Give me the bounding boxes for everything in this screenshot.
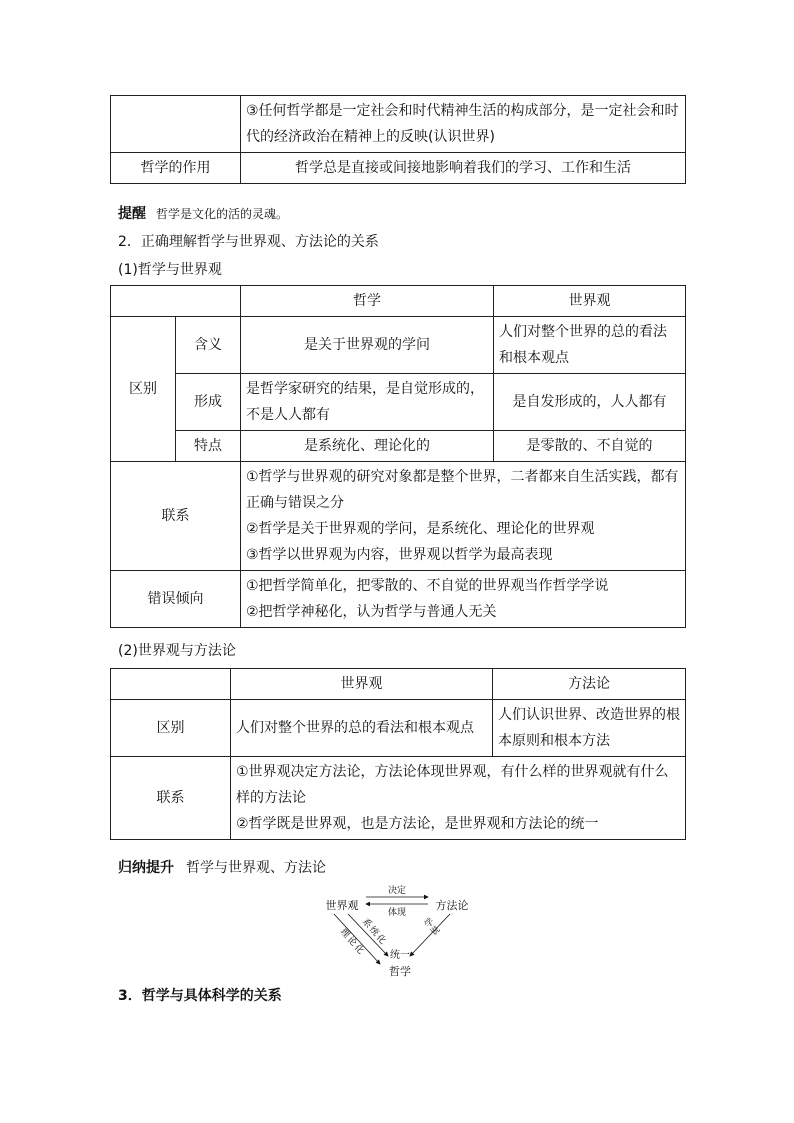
table-row — [111, 757, 686, 840]
edge-theorize-char: 论 — [344, 935, 359, 949]
row-label: 区别 — [111, 700, 231, 757]
table-row — [111, 462, 686, 571]
table-row — [111, 571, 686, 628]
tip-label: 提醒 — [118, 206, 146, 222]
table-cell — [111, 96, 241, 153]
column-header: 哲学 — [241, 286, 494, 317]
list-item: ①哲学与世界观的研究对象都是整个世界，二者都来自生活实践，都有正确与错误之分 — [246, 469, 679, 511]
table-cell: 人们对整个世界的总的看法和根本观点 — [231, 700, 493, 757]
row-sublabel: 形成 — [176, 374, 241, 431]
table-row — [111, 96, 686, 153]
table-row — [111, 431, 686, 462]
table-cell — [241, 462, 686, 571]
worldview-methodology-table — [110, 668, 686, 840]
table-row — [111, 317, 686, 374]
table-cell — [111, 669, 231, 700]
summary-label: 归纳提升 — [118, 860, 174, 876]
column-header: 方法论 — [493, 669, 686, 700]
edge-systematize-char: 统 — [366, 925, 381, 939]
edge-theorize-char: 理 — [337, 927, 352, 941]
table-cell — [241, 571, 686, 628]
table-row — [111, 153, 686, 184]
tip-line — [118, 204, 288, 224]
table-cell: 是系统化、理论化的 — [241, 431, 494, 462]
table-cell: 人们认识世界、改造世界的根本原则和根本方法 — [493, 700, 686, 757]
table-cell: 是自发形成的，人人都有 — [494, 374, 686, 431]
column-header: 世界观 — [494, 286, 686, 317]
edge-unify-label: 统一 — [390, 950, 410, 961]
table-row — [111, 374, 686, 431]
list-item: ①世界观决定方法论，方法论体现世界观，有什么样的世界观就有什么样的方法论 — [236, 764, 669, 806]
summary-text: 哲学与世界观、方法论 — [186, 860, 326, 876]
relationship-diagram — [300, 882, 500, 982]
row-sublabel: 含义 — [176, 317, 241, 374]
node-worldview: 世界观 — [325, 899, 359, 912]
sub-heading: (1)哲学与世界观 — [118, 262, 222, 278]
table-cell: 是关于世界观的学问 — [241, 317, 494, 374]
table-cell: 是零散的、不自觉的 — [494, 431, 686, 462]
column-header: 世界观 — [231, 669, 493, 700]
edge-embody-label: 体现 — [387, 908, 407, 918]
table-cell: 人们对整个世界的总的看法和根本观点 — [494, 317, 686, 374]
edge-systematize-char: 化 — [373, 933, 388, 947]
edge-systematize-char: 系 — [359, 917, 374, 931]
table-cell: ③任何哲学都是一定社会和时代精神生活的构成部分，是一定社会和时代的经济政治在精神上的反映(认识世界) — [241, 96, 686, 153]
edge-decide-label: 决定 — [387, 886, 407, 896]
table-header-row — [111, 286, 686, 317]
node-methodology: 方法论 — [435, 899, 469, 912]
edge-theorize-char: 化 — [351, 943, 366, 957]
row-label: 联系 — [111, 757, 231, 840]
table-cell — [231, 757, 686, 840]
tip-text: 哲学是文化的活的灵魂。 — [156, 207, 289, 221]
table-header-row — [111, 669, 686, 700]
summary-line — [118, 858, 326, 878]
table-cell: 是哲学家研究的结果，是自觉形成的，不是人人都有 — [241, 374, 494, 431]
philosophy-role-table — [110, 95, 686, 184]
list-item: ①把哲学简单化，把零散的、不自觉的世界观当作哲学学说 — [246, 578, 609, 594]
list-item: ③哲学以世界观为内容，世界观以哲学为最高表现 — [246, 547, 553, 563]
section-heading: 2．正确理解哲学与世界观、方法论的关系 — [118, 234, 379, 250]
list-item: ②哲学是关于世界观的学问，是系统化、理论化的世界观 — [246, 521, 595, 537]
edge-science-char: 说 — [429, 924, 443, 939]
row-label: 哲学的作用 — [111, 153, 241, 184]
list-item: ②哲学既是世界观，也是方法论，是世界观和方法论的统一 — [236, 816, 599, 832]
table-cell: 哲学总是直接或间接地影响着我们的学习、工作和生活 — [241, 153, 686, 184]
list-item: ②把哲学神秘化，认为哲学与普通人无关 — [246, 604, 497, 620]
philosophy-worldview-table — [110, 285, 686, 628]
table-cell — [111, 286, 241, 317]
section-heading: 3．哲学与具体科学的关系 — [118, 988, 282, 1004]
edge-science-char: 学 — [423, 916, 437, 931]
row-label: 联系 — [111, 462, 241, 571]
row-label: 区别 — [111, 317, 176, 462]
row-sublabel: 特点 — [176, 431, 241, 462]
row-label: 错误倾向 — [111, 571, 241, 628]
table-row — [111, 700, 686, 757]
sub-heading: (2)世界观与方法论 — [118, 643, 236, 659]
node-philosophy: 哲学 — [389, 965, 411, 978]
